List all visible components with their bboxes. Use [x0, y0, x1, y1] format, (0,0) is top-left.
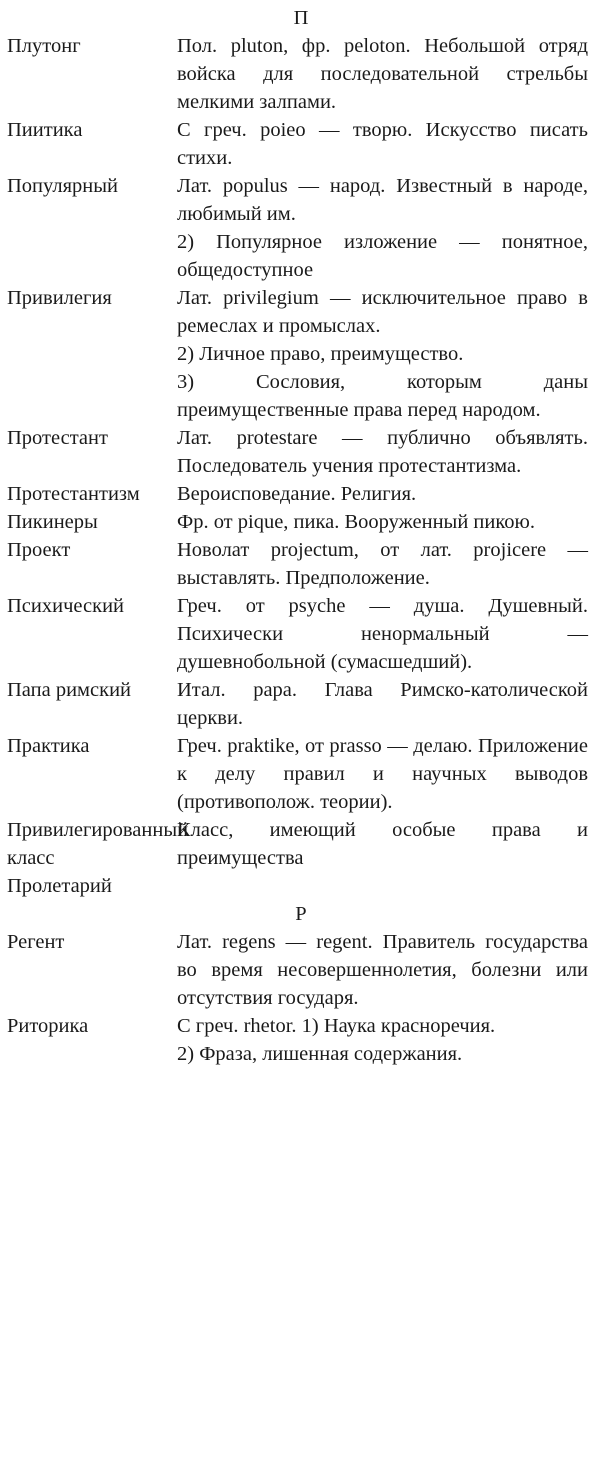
entry-definition: Класс, имеющий особые права и преимущества — [177, 819, 588, 869]
entry-term: Папа римский — [7, 679, 132, 701]
entry-definition: Лат. regens — regent. Правитель государства во время несовершеннолетия, болезни или отсутствия государя. — [177, 931, 588, 1009]
section-letter-r: Р — [295, 903, 307, 925]
dictionary-entry — [0, 32, 600, 116]
entry-definitions — [177, 172, 588, 284]
entry-definitions — [177, 928, 588, 1012]
entry-term: Регент — [7, 931, 65, 953]
entry-definition: Новолат projectum, от лат. projicere — выставлять. Предположение. — [177, 539, 588, 589]
entry-definitions — [177, 676, 588, 732]
entry-definition: 2) Личное право, преимущество. — [177, 343, 464, 365]
entry-definition: 2) Фраза, лишенная содержания. — [177, 1043, 463, 1065]
entry-definitions — [177, 1012, 588, 1068]
entry-definition: Фр. от pique, пика. Вооруженный пикою. — [177, 511, 535, 533]
entry-definitions — [177, 480, 588, 508]
entry-term: Психический — [7, 595, 125, 617]
dictionary-entry — [0, 536, 600, 592]
entry-definition: Лат. populus — народ. Известный в народе, любимый им. — [177, 175, 588, 225]
entry-definition: Вероисповедание. Религия. — [177, 483, 417, 505]
section-letter-p: П — [293, 7, 309, 29]
entry-definition: Итал. papa. Глава Римско-католической церкви. — [177, 679, 588, 729]
entry-definition: Пол. pluton, фр. peloton. Небольшой отряд войска для последовательной стрельбы мелкими залпами. — [177, 35, 588, 113]
entry-term: Риторика — [7, 1015, 89, 1037]
entry-definition: 2) Популярное изложение — понятное, общедоступное — [177, 231, 588, 281]
dictionary-entry — [0, 816, 600, 872]
entry-definitions — [177, 536, 588, 592]
dictionary-entry — [0, 116, 600, 172]
entry-definition: С греч. rhetor. 1) Наука красноречия. — [177, 1015, 496, 1037]
entry-definition: 3) Сословия, которым даны преимущественные права перед народом. — [177, 371, 588, 421]
dictionary-entry — [0, 1012, 600, 1068]
entry-definition: Лат. privilegium — исключительное право в ремеслах и промыслах. — [177, 287, 588, 337]
entry-term: Привилегия — [7, 287, 112, 309]
entry-term: Проект — [7, 539, 71, 561]
entry-term: Плутонг — [7, 35, 81, 57]
dictionary-entry — [0, 172, 600, 284]
entry-definitions — [177, 424, 588, 480]
dictionary-entry — [0, 872, 600, 900]
entry-definitions — [177, 32, 588, 116]
entry-term: Привилегированный класс — [7, 819, 189, 869]
entry-definitions — [177, 732, 588, 816]
entry-definitions — [177, 508, 588, 536]
entry-definitions — [177, 816, 588, 872]
entry-definitions — [177, 116, 588, 172]
entry-term: Протестант — [7, 427, 108, 449]
entry-term: Практика — [7, 735, 90, 757]
entry-term: Пролетарий — [7, 875, 112, 897]
dictionary-entry — [0, 480, 600, 508]
entry-definition: Греч. от psyche — душа. Душевный. Психически ненормальный —душевнобольной (сумасшедший). — [177, 595, 588, 673]
entry-term: Пиитика — [7, 119, 83, 141]
entry-definition: Лат. protestare — публично объявлять. Последователь учения протестантизма. — [177, 427, 588, 477]
dictionary-entry — [0, 508, 600, 536]
dictionary-entry — [0, 676, 600, 732]
entry-term: Протестантизм — [7, 483, 140, 505]
entry-term: Пикинеры — [7, 511, 98, 533]
entry-definition: С греч. poieo — творю. Искусство писать стихи. — [177, 119, 588, 169]
dictionary-entry — [0, 928, 600, 1012]
entry-definition: Греч. praktike, от prasso — делаю. Приложение к делу правил и научных выводов (противополож. теории). — [177, 735, 588, 813]
dictionary-entry — [0, 592, 600, 676]
entry-definitions — [177, 284, 588, 424]
dictionary-entry — [0, 732, 600, 816]
dictionary-entry — [0, 424, 600, 480]
entry-term: Популярный — [7, 175, 118, 197]
dictionary-entry — [0, 284, 600, 424]
entry-definitions — [177, 592, 588, 676]
